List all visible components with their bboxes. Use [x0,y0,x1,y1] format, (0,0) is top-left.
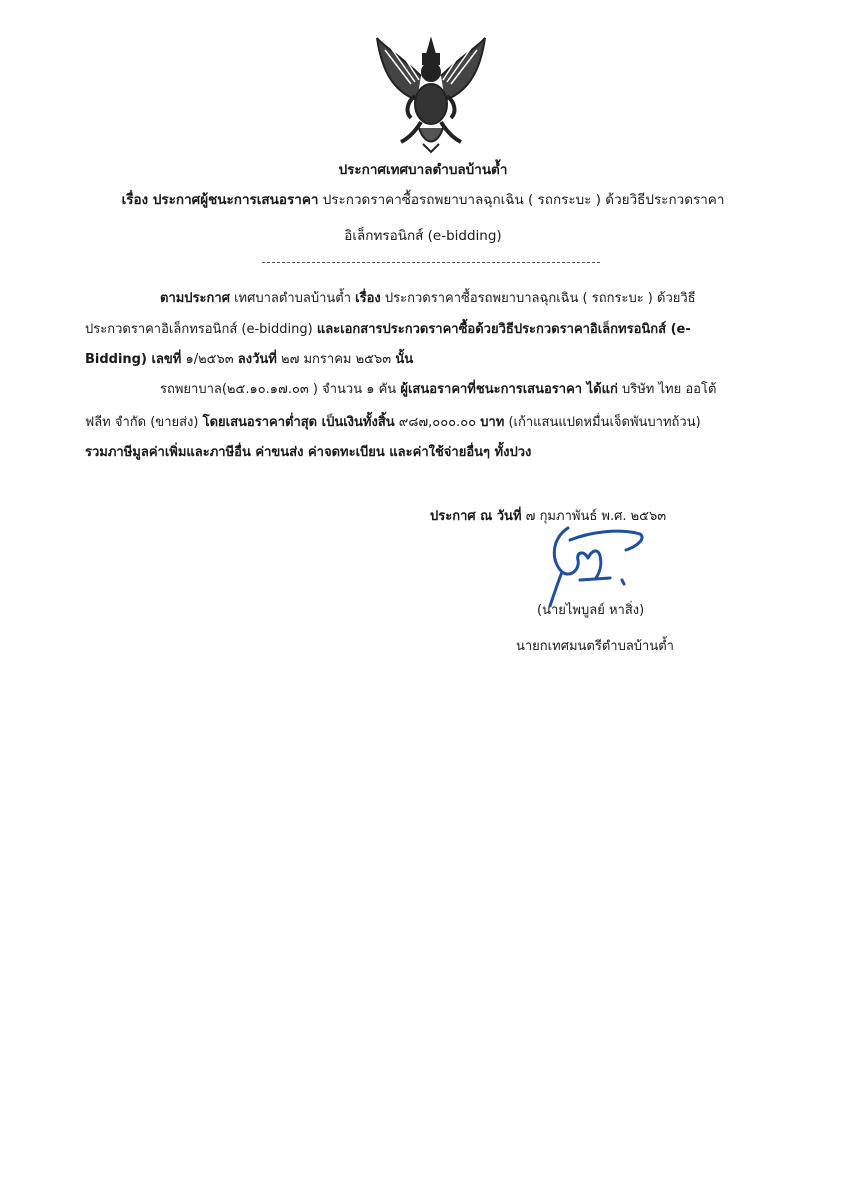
divider [262,262,600,263]
paragraph-1-line-1: ตามประกาศ เทศบาลตำบลบ้านต้ำ เรื่อง ประกวดราคาซื้อรถพยาบาลฉุกเฉิน ( รถกระบะ ) ด้วยวิธี [160,291,696,306]
paragraph-1-line-3: Bidding) เลขที่ ๑/๒๕๖๓ ลงวันที่ ๒๗ มกราคม ๒๕๖๓ นั้น [85,352,414,367]
paragraph-2-line-1: รถพยาบาล(๒๕.๑๐.๑๗.๐๓ ) จำนวน ๑ คัน ผู้เสนอราคาที่ชนะการเสนอราคา ได้แก่ บริษัท ไทย ออโต้ [160,382,717,397]
garuda-emblem-icon [371,36,491,154]
paragraph-2-line-2: ฟลีท จำกัด (ขายส่ง) โดยเสนอราคาต่ำสุด เป็นเงินทั้งสิ้น ๙๘๗,๐๐๐.๐๐ บาท (เก้าแสนแปดหมื่นเจ็ดพันบาทถ้วน) [85,415,701,430]
announcement-date: ประกาศ ณ วันที่ ๗ กุมภาพันธ์ พ.ศ. ๒๕๖๓ [430,509,667,524]
signer-position: นายกเทศมนตรีตำบลบ้านต้ำ [516,639,674,654]
handwritten-signature [540,520,650,610]
announcement-subject: เรื่อง ประกาศผู้ชนะการเสนอราคา ประกวดราคาซื้อรถพยาบาลฉุกเฉิน ( รถกระบะ ) ด้วยวิธีประกวดราคา [121,192,725,208]
signer-name: (นายไพบูลย์ หาสิ่ง) [537,603,645,618]
announcement-title: ประกาศเทศบาลตำบลบ้านต้ำ [338,162,508,178]
paragraph-2-line-3: รวมภาษีมูลค่าเพิ่มและภาษีอื่น ค่าขนส่ง ค่าจดทะเบียน และค่าใช้จ่ายอื่นๆ ทั้งปวง [85,445,532,460]
paragraph-1-line-2: ประกวดราคาอิเล็กทรอนิกส์ (e-bidding) และเอกสารประกวดราคาซื้อด้วยวิธีประกวดราคาอิเล็กทรอนิกส์ (e- [85,322,691,337]
announcement-subject-line2: อิเล็กทรอนิกส์ (e-bidding) [344,228,502,244]
